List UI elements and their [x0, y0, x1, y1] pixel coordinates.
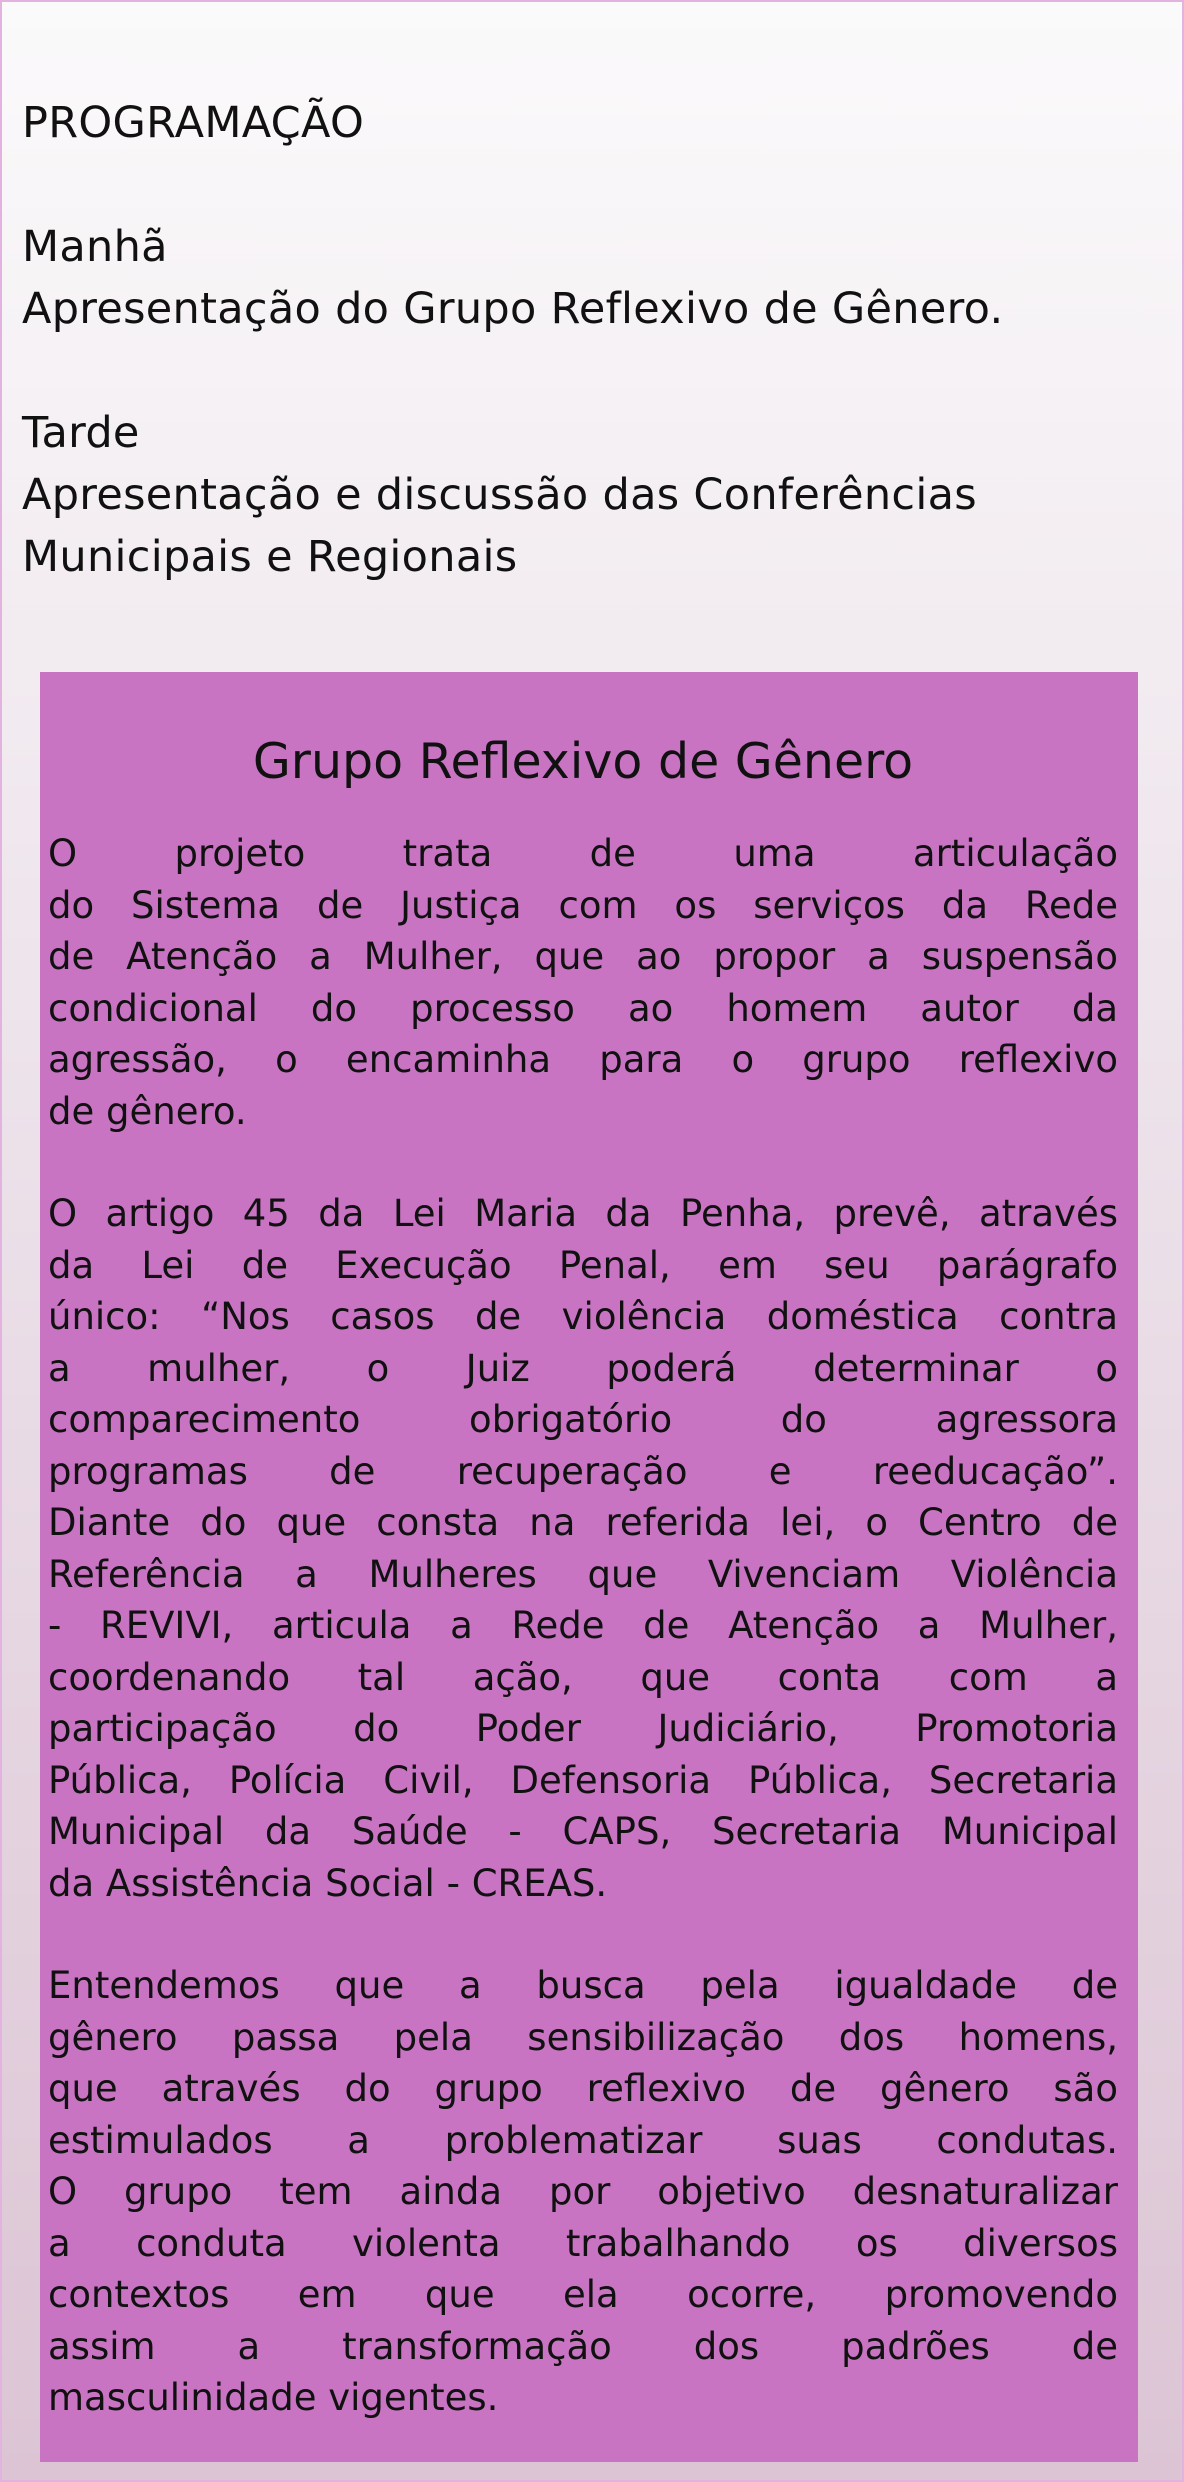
grupo-reflexivo-panel	[40, 672, 1138, 2462]
paragraph-line: do Sistema de Justiça com os serviços da Rede	[48, 883, 1118, 927]
paragraph-line: a mulher, o Juiz poderá determinar o	[48, 1346, 1118, 1390]
spacer	[22, 154, 1172, 216]
paragraph-line: participação do Poder Judiciário, Promotoria	[48, 1707, 1118, 1750]
paragraph-line: O grupo tem ainda por objetivo desnaturalizar	[48, 2170, 1118, 2213]
paragraph-line: único: “Nos casos de violência doméstica contra	[48, 1295, 1118, 1338]
paragraph-line: de Atenção a Mulher, que ao propor a suspensão	[48, 935, 1118, 978]
paragraph-line: da Lei de Execução Penal, em seu parágrafo	[48, 1243, 1118, 1287]
morning-label: Manhã	[22, 222, 168, 272]
paragraph-line: assim a transformação dos padrões de	[48, 2324, 1118, 2368]
paragraph-line: masculinidade vigentes.	[48, 2376, 499, 2419]
spacer	[22, 340, 1172, 402]
paragraph-line: condicional do processo ao homem autor da	[48, 986, 1118, 1030]
paragraph-line: comparecimento obrigatório do agressora	[48, 1398, 1118, 1441]
panel-body	[48, 828, 1118, 2424]
paragraph-gap	[48, 1137, 1118, 1188]
paragraph-line: Referência a Mulheres que Vivenciam Violência	[48, 1552, 1118, 1596]
paragraph-line: da Assistência Social - CREAS.	[48, 1861, 608, 1905]
paragraph-line: agressão, o encaminha para o grupo reflexivo	[48, 1038, 1118, 1081]
afternoon-label: Tarde	[22, 408, 140, 458]
panel-paragraph	[48, 1188, 1118, 1909]
paragraph-gap	[48, 1909, 1118, 1960]
paragraph-line: de gênero.	[48, 1089, 247, 1133]
paragraph-line: coordenando tal ação, que conta com a	[48, 1655, 1118, 1699]
paragraph-line: contextos em que ela ocorre, promovendo	[48, 2273, 1118, 2316]
programacao-section	[22, 92, 1172, 588]
programacao-title: PROGRAMAÇÃO	[22, 98, 365, 148]
paragraph-line: Entendemos que a busca pela igualdade de	[48, 1964, 1118, 2007]
afternoon-item-line: Apresentação e discussão das Conferências	[22, 470, 977, 520]
paragraph-line: programas de recuperação e reeducação”.	[48, 1449, 1118, 1493]
panel-paragraph	[48, 828, 1118, 1137]
paragraph-line: a conduta violenta trabalhando os diversos	[48, 2221, 1118, 2265]
paragraph-line: Pública, Polícia Civil, Defensoria Pública, Secretaria	[48, 1758, 1118, 1802]
morning-item: Apresentação do Grupo Reflexivo de Gênero.	[22, 284, 1004, 334]
paragraph-line: estimulados a problematizar suas condutas.	[48, 2118, 1118, 2162]
paragraph-line: Diante do que consta na referida lei, o Centro de	[48, 1501, 1118, 1544]
paragraph-line: que através do grupo reflexivo de gênero são	[48, 2067, 1118, 2110]
afternoon-item-line: Municipais e Regionais	[22, 532, 518, 582]
paragraph-line: O artigo 45 da Lei Maria da Penha, prevê, através	[48, 1192, 1118, 1235]
paragraph-line: gênero passa pela sensibilização dos homens,	[48, 2015, 1118, 2059]
paragraph-line: - REVIVI, articula a Rede de Atenção a Mulher,	[48, 1604, 1118, 1647]
paragraph-line: O projeto trata de uma articulação	[48, 832, 1118, 875]
paragraph-line: Municipal da Saúde - CAPS, Secretaria Municipal	[48, 1810, 1118, 1853]
panel-paragraph	[48, 1960, 1118, 2424]
panel-title: Grupo Reflexivo de Gênero	[252, 733, 914, 790]
